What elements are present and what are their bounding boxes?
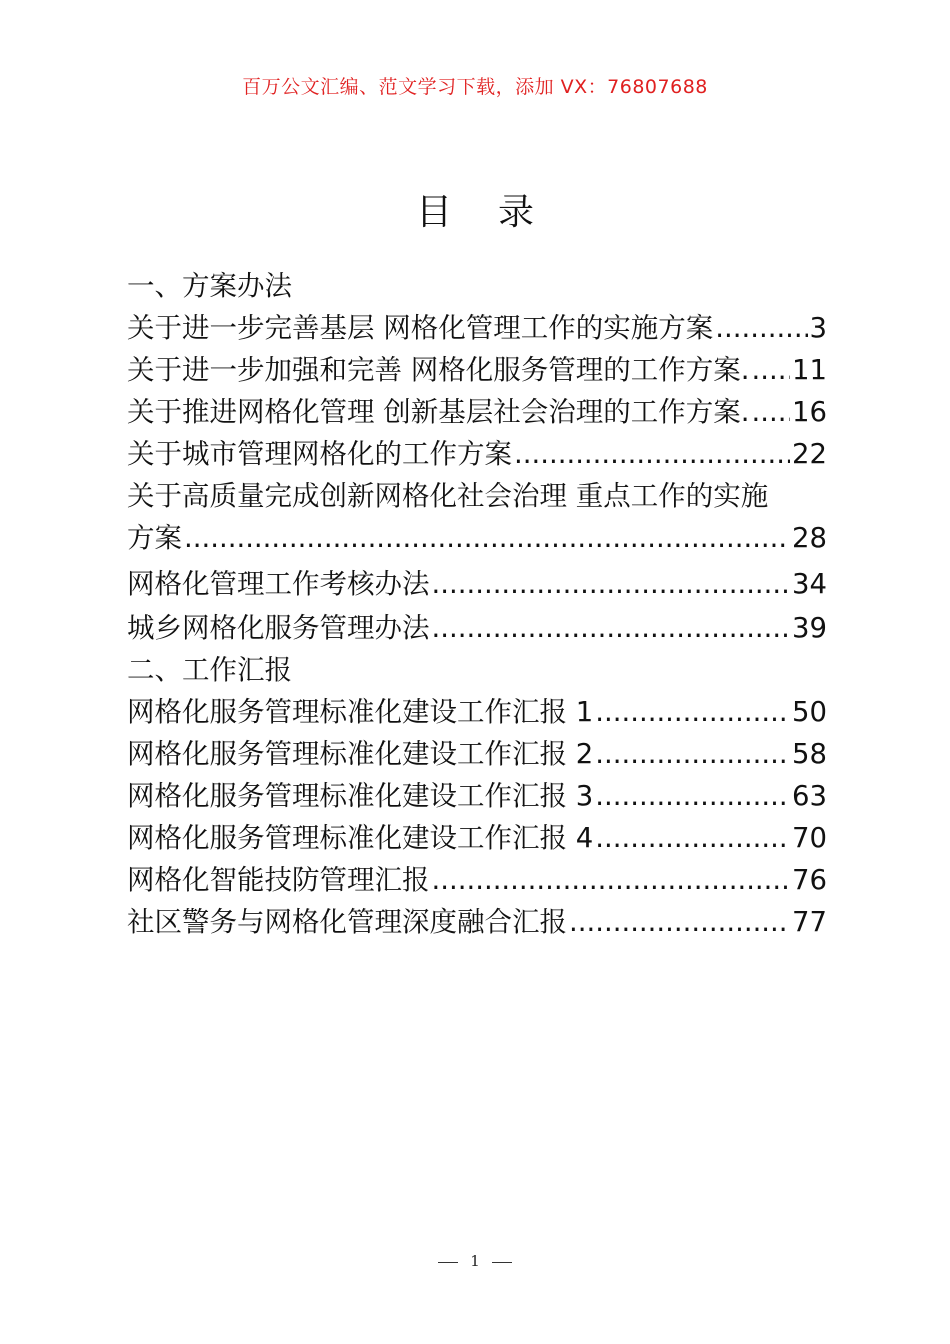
contact-banner: 百万公文汇编、范文学习下载，添加 VX：76807688	[242, 76, 708, 98]
toc-entry-title: 网格化智能技防管理汇报	[127, 864, 430, 896]
toc-entry-page: 50	[792, 696, 827, 728]
toc-entry-title: 关于高质量完成创新网格化社会治理 重点工作的实施	[127, 480, 769, 512]
toc-entry-page: 11	[792, 354, 827, 386]
toc-entry-title: 方案	[127, 522, 182, 554]
footer-dash-right	[492, 1262, 512, 1263]
toc-entry-title: 关于推进网格化管理 创新基层社会治理的工作方案.	[127, 396, 750, 428]
toc-entry-page: 3	[809, 312, 827, 344]
title-char-1: 目	[415, 192, 452, 233]
toc-entry-page: 77	[792, 906, 827, 938]
toc-entry[interactable]	[127, 434, 827, 474]
toc-entry-page: 63	[792, 780, 827, 812]
toc-entry[interactable]	[127, 902, 827, 942]
toc-entry-title: 关于城市管理网格化的工作方案	[127, 438, 512, 470]
section-heading-2: 二、工作汇报	[127, 654, 292, 686]
toc-entry[interactable]	[127, 350, 827, 390]
toc-entry-page: 28	[792, 522, 827, 554]
toc-entry[interactable]	[127, 818, 827, 858]
toc-entry-title: 网格化服务管理标准化建设工作汇报 4	[127, 822, 594, 854]
toc-entry[interactable]	[127, 734, 827, 774]
toc-entry[interactable]	[127, 564, 827, 604]
toc-entry[interactable]	[127, 608, 827, 648]
page-footer	[0, 1252, 950, 1270]
toc-entry[interactable]	[127, 692, 827, 732]
footer-dash-left	[438, 1262, 458, 1263]
toc-entry[interactable]	[127, 392, 827, 432]
toc-entry-title: 网格化服务管理标准化建设工作汇报 2	[127, 738, 594, 770]
toc-entry-title: 社区警务与网格化管理深度融合汇报	[127, 906, 567, 938]
page-number: 1	[470, 1252, 480, 1270]
page-title	[0, 184, 950, 235]
toc-entry-page: 70	[792, 822, 827, 854]
toc-entry-title: 网格化服务管理标准化建设工作汇报 3	[127, 780, 594, 812]
toc-entry-title: 城乡网格化服务管理办法	[127, 612, 430, 644]
toc-entry-title: 网格化服务管理标准化建设工作汇报 1	[127, 696, 594, 728]
toc-entry-title: 关于进一步加强和完善 网格化服务管理的工作方案.	[127, 354, 750, 386]
toc-entry[interactable]	[127, 308, 827, 348]
toc-entry[interactable]	[127, 860, 827, 900]
toc-entry-line1[interactable]	[127, 476, 827, 516]
section-heading-1: 一、方案办法	[127, 270, 292, 302]
toc-entry-page: 16	[792, 396, 827, 428]
toc-entry-page: 34	[792, 568, 827, 600]
toc-entry-page: 76	[792, 864, 827, 896]
toc-entry-title: 网格化管理工作考核办法	[127, 568, 430, 600]
toc-entry-title: 关于进一步完善基层 网格化管理工作的实施方案	[127, 312, 714, 344]
toc-entry-page: 39	[792, 612, 827, 644]
toc-entry-page: 22	[792, 438, 827, 470]
toc-entry-page: 58	[792, 738, 827, 770]
toc-entry[interactable]	[127, 518, 827, 558]
title-char-2: 录	[498, 192, 535, 233]
toc-entry[interactable]	[127, 776, 827, 816]
